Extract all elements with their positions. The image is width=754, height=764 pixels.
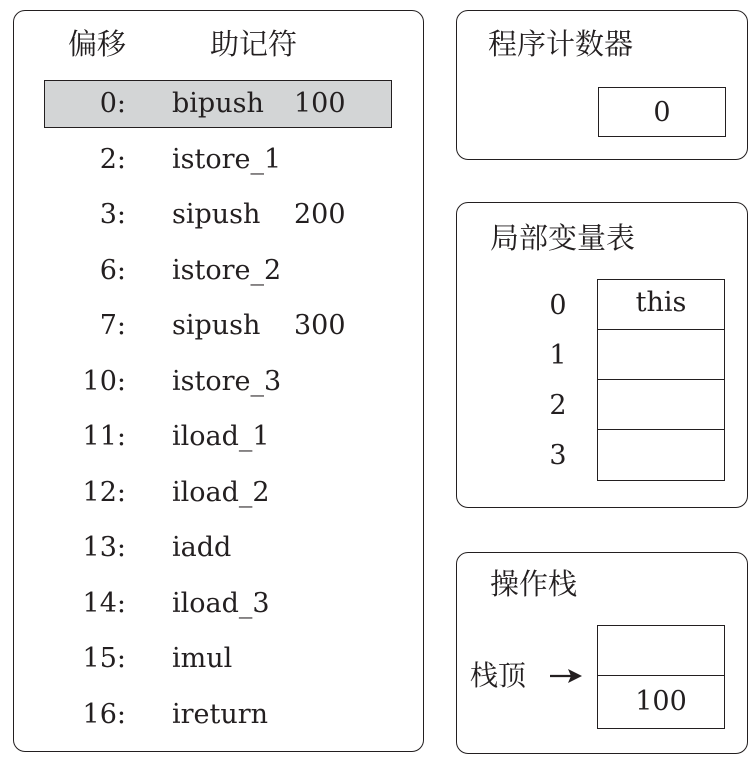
instruction-offset: 6: (99, 254, 126, 286)
instruction-operand: 300 (294, 310, 346, 341)
instruction-operand: 200 (294, 199, 346, 230)
stack-top-label: 栈顶 (470, 659, 527, 692)
instruction-mnemonic: bipush (172, 88, 264, 119)
instruction-row (0, 522, 430, 574)
instruction-offset: 11: (82, 421, 126, 452)
instruction-row (0, 300, 430, 352)
instruction-offset: 12: (82, 476, 126, 508)
instruction-mnemonic: sipush (172, 199, 261, 230)
instruction-operand: 100 (294, 88, 346, 119)
instruction-mnemonic: istore_1 (172, 143, 282, 175)
instruction-mnemonic: ireturn (172, 698, 269, 730)
local-slot-index: 3 (549, 440, 567, 471)
right-arrow-icon (548, 666, 584, 686)
instruction-offset: 3: (99, 199, 126, 230)
local-slot-index: 2 (549, 390, 567, 421)
local-slot-value (598, 380, 724, 430)
instruction-row (0, 467, 430, 519)
local-slot-value: this (598, 280, 724, 330)
instruction-mnemonic: iload_2 (172, 476, 270, 508)
instruction-mnemonic: iload_1 (172, 421, 270, 452)
instruction-row (0, 134, 430, 186)
stack-title: 操作栈 (490, 567, 578, 601)
instruction-mnemonic: iload_3 (172, 587, 270, 619)
instruction-offset: 13: (82, 532, 126, 563)
operand-stack (597, 625, 725, 729)
pc-value-box (598, 87, 726, 137)
instruction-row (0, 633, 430, 685)
instruction-mnemonic: imul (172, 643, 233, 674)
instruction-mnemonic: iadd (172, 532, 232, 563)
instruction-row (0, 356, 430, 408)
instruction-row (0, 189, 430, 241)
instruction-row (0, 78, 430, 130)
instruction-offset: 7: (99, 310, 126, 341)
offset-header: 偏移 (68, 27, 127, 61)
instruction-offset: 16: (82, 698, 126, 730)
instruction-mnemonic: istore_2 (172, 254, 282, 286)
instruction-mnemonic: istore_3 (172, 365, 282, 397)
stack-cell (598, 626, 724, 676)
pc-value: 0 (653, 97, 671, 128)
locals-title: 局部变量表 (490, 221, 636, 255)
instruction-row (0, 578, 430, 630)
local-slot-index: 0 (549, 290, 567, 321)
instruction-row (0, 245, 430, 297)
instruction-offset: 10: (82, 365, 126, 397)
instruction-row (0, 411, 430, 463)
stack-cell: 100 (635, 686, 687, 717)
local-slot-value (598, 330, 724, 380)
local-slot-index: 1 (549, 340, 567, 371)
instruction-row (0, 689, 430, 741)
instruction-offset: 0: (99, 88, 126, 119)
mnemonic-header: 助记符 (210, 27, 298, 61)
instruction-mnemonic: sipush (172, 310, 261, 341)
local-slot-value (598, 430, 724, 480)
locals-table (597, 279, 725, 481)
instruction-offset: 2: (99, 143, 126, 175)
instruction-offset: 14: (82, 587, 126, 619)
instruction-offset: 15: (82, 643, 126, 674)
pc-title: 程序计数器 (488, 27, 634, 61)
